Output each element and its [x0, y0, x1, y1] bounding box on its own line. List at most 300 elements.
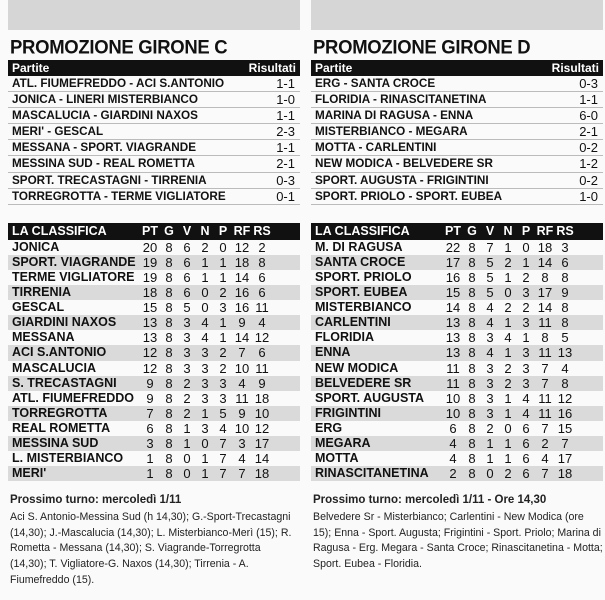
- points: 1: [146, 451, 154, 467]
- match-teams: FLORIDIA - RINASCITANETINA: [315, 93, 487, 107]
- wins: 5: [183, 300, 191, 316]
- losses: 2: [219, 360, 227, 376]
- played: 8: [468, 375, 476, 391]
- match-row: [8, 173, 300, 189]
- standings-row: [311, 345, 603, 360]
- team-name: MOTTA: [315, 451, 359, 466]
- losses: 4: [522, 390, 530, 406]
- team-name: SPORT. VIAGRANDE: [12, 254, 136, 269]
- team-name: CARLENTINI: [315, 315, 391, 330]
- header-band: [8, 0, 300, 30]
- losses: 2: [219, 285, 227, 301]
- goals-against: 6: [258, 269, 266, 285]
- goals-for: 9: [238, 405, 246, 421]
- match-row: [8, 92, 300, 108]
- goals-for: 2: [541, 435, 549, 451]
- team-name: MESSINA SUD: [12, 435, 99, 450]
- col-pt: PT: [445, 223, 461, 238]
- losses: 1: [522, 254, 530, 270]
- played: 8: [165, 405, 173, 421]
- losses: 7: [219, 451, 227, 467]
- goals-for: 11: [538, 345, 552, 361]
- losses: 3: [219, 300, 227, 316]
- points: 13: [142, 315, 158, 331]
- team-name: L. MISTERBIANCO: [12, 451, 124, 466]
- match-teams: MESSINA SUD - REAL ROMETTA: [12, 157, 195, 171]
- goals-against: 4: [258, 315, 266, 331]
- goals-for: 14: [234, 269, 250, 285]
- standings-row: [311, 300, 603, 315]
- matches-list: [8, 76, 300, 205]
- team-name: SPORT. EUBEA: [315, 285, 408, 300]
- draws: 1: [201, 451, 209, 467]
- goals-for: 12: [234, 239, 250, 255]
- played: 8: [165, 420, 173, 436]
- played: 8: [468, 330, 476, 346]
- match-teams: MARINA DI RAGUSA - ENNA: [315, 109, 474, 123]
- points: 17: [445, 254, 461, 270]
- girone-d-title: PROMOZIONE GIRONE D: [313, 35, 531, 58]
- goals-against: 17: [557, 451, 573, 467]
- draws: 2: [504, 375, 512, 391]
- team-name: TIRRENIA: [12, 285, 72, 300]
- draws: 1: [504, 269, 512, 285]
- matches-col-label: Partite: [12, 61, 50, 75]
- goals-for: 14: [234, 330, 250, 346]
- points: 12: [142, 360, 158, 376]
- next-round-title: Prossimo turno: mercoledì 1/11: [10, 494, 182, 507]
- goals-for: 11: [538, 390, 552, 406]
- wins: 3: [183, 345, 191, 361]
- match-teams: MASCALUCIA - GIARDINI NAXOS: [12, 109, 198, 123]
- losses: 4: [219, 420, 227, 436]
- standings-row: [8, 451, 300, 466]
- match-result: 1-0: [276, 92, 295, 108]
- draws: 2: [504, 360, 512, 376]
- match-row: [311, 124, 603, 140]
- goals-for: 11: [235, 390, 249, 406]
- played: 8: [165, 269, 173, 285]
- wins: 4: [486, 315, 494, 331]
- draws: 1: [504, 315, 512, 331]
- goals-for: 16: [234, 300, 250, 316]
- points: 11: [446, 375, 460, 391]
- goals-against: 6: [258, 345, 266, 361]
- next-round: [8, 493, 300, 588]
- played: 8: [468, 254, 476, 270]
- matches-header: [8, 60, 300, 76]
- col-pt: PT: [142, 223, 158, 238]
- wins: 7: [486, 239, 494, 255]
- col-rs: RS: [556, 223, 574, 238]
- draws: 1: [504, 435, 512, 451]
- col-p: P: [521, 223, 531, 238]
- goals-for: 11: [538, 405, 552, 421]
- played: 8: [165, 254, 173, 270]
- standings-row: [8, 255, 300, 270]
- losses: 7: [219, 435, 227, 451]
- draws: 4: [201, 315, 209, 331]
- goals-against: 3: [561, 239, 569, 255]
- team-name: ATL. FIUMEFREDDO: [12, 390, 134, 405]
- match-result: 2-1: [579, 124, 598, 140]
- goals-for: 8: [541, 269, 549, 285]
- played: 8: [165, 300, 173, 316]
- goals-against: 10: [254, 405, 270, 421]
- next-round-fixtures: Aci S. Antonio-Messina Sud (h 14,30); G.-Sport-Trecastagni (14,30); J.-Mascalucia (14,30); L. Misterbianco-Merì (15); R. Rometta - Messana (14,30); S. Viagrande-Torregrotta (14,30); T. Vigliatore-G. Naxos (14,30); Tirrenia - A. Fiumefreddo (15).: [10, 510, 292, 586]
- team-name: TORREGROTTA: [12, 405, 108, 420]
- match-teams: MESSANA - SPORT. VIAGRANDE: [12, 141, 196, 155]
- points: 13: [445, 330, 461, 346]
- losses: 6: [522, 420, 530, 436]
- match-result: 0-2: [579, 140, 598, 156]
- standings-row: [311, 451, 603, 466]
- goals-against: 8: [258, 254, 266, 270]
- standings-row: [311, 421, 603, 436]
- standings-title: LA CLASSIFICA: [12, 223, 107, 238]
- draws: 3: [201, 345, 209, 361]
- points: 11: [446, 360, 460, 376]
- col-v: V: [182, 223, 192, 238]
- wins: 2: [486, 420, 494, 436]
- points: 6: [146, 420, 154, 436]
- wins: 1: [486, 435, 494, 451]
- draws: 0: [504, 420, 512, 436]
- wins: 6: [183, 269, 191, 285]
- played: 8: [165, 375, 173, 391]
- wins: 1: [183, 435, 191, 451]
- draws: 0: [201, 435, 209, 451]
- goals-against: 8: [561, 269, 569, 285]
- goals-against: 17: [254, 435, 270, 451]
- goals-against: 8: [561, 375, 569, 391]
- col-rs: RS: [253, 223, 271, 238]
- match-teams: SPORT. AUGUSTA - FRIGINTINI: [315, 173, 489, 187]
- draws: 1: [201, 405, 209, 421]
- goals-against: 18: [254, 390, 270, 406]
- match-row: [8, 76, 300, 92]
- points: 19: [142, 254, 158, 270]
- losses: 1: [522, 330, 530, 346]
- played: 8: [165, 330, 173, 346]
- played: 8: [468, 451, 476, 467]
- match-row: [311, 108, 603, 124]
- standings-row: [8, 421, 300, 436]
- draws: 2: [504, 300, 512, 316]
- match-result: 1-2: [579, 156, 598, 172]
- col-p: P: [218, 223, 228, 238]
- team-name: ERG: [315, 420, 343, 435]
- match-teams: MISTERBIANCO - MEGARA: [315, 125, 468, 139]
- points: 1: [146, 466, 154, 482]
- standings-row: [311, 391, 603, 406]
- draws: 2: [201, 239, 209, 255]
- standings-row: [311, 240, 603, 255]
- played: 8: [468, 405, 476, 421]
- team-name: FLORIDIA: [315, 330, 375, 345]
- played: 8: [468, 239, 476, 255]
- goals-for: 4: [238, 451, 246, 467]
- goals-against: 11: [255, 300, 269, 316]
- match-teams: MOTTA - CARLENTINI: [315, 141, 437, 155]
- points: 15: [445, 285, 461, 301]
- points: 16: [445, 269, 461, 285]
- match-row: [8, 124, 300, 140]
- match-result: 0-3: [276, 172, 295, 188]
- match-result: 1-1: [276, 140, 295, 156]
- goals-against: 6: [258, 285, 266, 301]
- points: 19: [142, 269, 158, 285]
- standings-row: [8, 240, 300, 255]
- goals-against: 15: [557, 420, 573, 436]
- goals-for: 18: [234, 254, 250, 270]
- goals-for: 7: [541, 466, 549, 482]
- goals-for: 7: [238, 345, 246, 361]
- goals-against: 5: [561, 330, 569, 346]
- standings-row: [8, 406, 300, 421]
- matches-header: [311, 60, 603, 76]
- points: 9: [146, 390, 154, 406]
- points: 6: [449, 420, 457, 436]
- match-result: 0-2: [579, 172, 598, 188]
- wins: 6: [183, 285, 191, 301]
- goals-for: 8: [541, 330, 549, 346]
- losses: 4: [522, 405, 530, 421]
- losses: 3: [522, 345, 530, 361]
- goals-for: 10: [234, 360, 250, 376]
- goals-for: 3: [238, 435, 246, 451]
- standings-row: [8, 270, 300, 285]
- team-name: S. TRECASTAGNI: [12, 375, 117, 390]
- match-row: [8, 156, 300, 172]
- losses: 0: [522, 239, 530, 255]
- points: 13: [445, 315, 461, 331]
- draws: 1: [201, 254, 209, 270]
- standings-row: [8, 361, 300, 376]
- standings-row: [311, 315, 603, 330]
- goals-for: 16: [234, 285, 250, 301]
- points: 13: [142, 330, 158, 346]
- played: 8: [468, 360, 476, 376]
- col-n: N: [503, 223, 513, 238]
- girone-d-panel: [311, 0, 603, 573]
- losses: 1: [219, 254, 227, 270]
- goals-for: 7: [238, 466, 246, 482]
- standings-row: [8, 315, 300, 330]
- team-name: MERI': [12, 466, 47, 481]
- goals-for: 17: [537, 285, 553, 301]
- losses: 1: [219, 315, 227, 331]
- draws: 1: [201, 466, 209, 482]
- team-name: SANTA CROCE: [315, 254, 406, 269]
- wins: 3: [183, 330, 191, 346]
- standings-row: [8, 376, 300, 391]
- standings-row: [8, 466, 300, 481]
- match-teams: MERI' - GESCAL: [12, 125, 104, 139]
- losses: 3: [219, 390, 227, 406]
- match-result: 1-0: [579, 188, 598, 204]
- goals-for: 10: [234, 420, 250, 436]
- match-row: [8, 189, 300, 205]
- standings-row: [311, 406, 603, 421]
- matches-col-label: Partite: [315, 61, 353, 75]
- standings-table: [8, 240, 300, 482]
- wins: 4: [486, 300, 494, 316]
- standings-row: [311, 270, 603, 285]
- goals-for: 7: [541, 375, 549, 391]
- match-result: 1-1: [579, 92, 598, 108]
- team-name: MISTERBIANCO: [315, 300, 412, 315]
- team-name: GIARDINI NAXOS: [12, 315, 117, 330]
- next-round-fixtures: Belvedere Sr - Misterbianco; Carlentini - New Modica (ore 15); Enna - Sport. Augusta; Frigintini - Sport. Priolo; Marina di Ragusa - Erg. Megara - Santa Croce; Rinascitanetina - Motta; Sport. Eubea - Floridia.: [313, 510, 603, 571]
- results-col-label: Risultati: [551, 61, 599, 75]
- goals-for: 11: [538, 315, 552, 331]
- played: 8: [468, 420, 476, 436]
- goals-against: 8: [561, 315, 569, 331]
- col-v: V: [485, 223, 495, 238]
- points: 12: [142, 345, 158, 361]
- team-name: ENNA: [315, 345, 351, 360]
- draws: 1: [504, 239, 512, 255]
- wins: 6: [183, 239, 191, 255]
- losses: 1: [219, 269, 227, 285]
- wins: 2: [183, 390, 191, 406]
- next-round-title: Prossimo turno: mercoledì 1/11 - Ore 14,30: [313, 494, 547, 507]
- standings-title: LA CLASSIFICA: [315, 223, 410, 238]
- team-name: MESSANA: [12, 330, 75, 345]
- played: 8: [468, 390, 476, 406]
- losses: 3: [522, 360, 530, 376]
- played: 8: [468, 269, 476, 285]
- goals-against: 11: [255, 360, 269, 376]
- match-row: [311, 173, 603, 189]
- points: 10: [445, 405, 461, 421]
- losses: 6: [522, 466, 530, 482]
- standings-row: [311, 436, 603, 451]
- match-result: 0-1: [276, 188, 295, 204]
- standings-row: [8, 300, 300, 315]
- match-teams: TORREGROTTA - TERME VIGLIATORE: [12, 189, 226, 203]
- played: 8: [165, 315, 173, 331]
- goals-against: 9: [561, 285, 569, 301]
- col-g: G: [164, 223, 174, 238]
- wins: 3: [183, 360, 191, 376]
- match-teams: ERG - SANTA CROCE: [315, 77, 436, 90]
- wins: 1: [183, 420, 191, 436]
- wins: 5: [486, 285, 494, 301]
- played: 8: [468, 300, 476, 316]
- played: 8: [165, 390, 173, 406]
- losses: 6: [522, 435, 530, 451]
- goals-against: 13: [557, 345, 573, 361]
- standings-row: [311, 466, 603, 481]
- match-result: 0-3: [579, 76, 598, 91]
- draws: 1: [504, 451, 512, 467]
- wins: 0: [183, 466, 191, 482]
- team-name: ACI S.ANTONIO: [12, 345, 107, 360]
- match-row: [311, 140, 603, 156]
- goals-against: 14: [254, 451, 270, 467]
- header-band: [311, 0, 603, 30]
- wins: 3: [486, 360, 494, 376]
- match-row: [311, 156, 603, 172]
- goals-against: 16: [557, 405, 573, 421]
- wins: 3: [486, 375, 494, 391]
- draws: 1: [504, 390, 512, 406]
- points: 7: [146, 405, 154, 421]
- team-name: REAL ROMETTA: [12, 420, 111, 435]
- losses: 3: [522, 285, 530, 301]
- wins: 6: [183, 254, 191, 270]
- played: 8: [165, 239, 173, 255]
- goals-against: 6: [561, 254, 569, 270]
- team-name: FRIGINTINI: [315, 405, 381, 420]
- girone-c-title: PROMOZIONE GIRONE C: [10, 35, 228, 58]
- standings-row: [8, 345, 300, 360]
- goals-for: 14: [537, 254, 553, 270]
- match-result: 2-1: [276, 156, 295, 172]
- team-name: JONICA: [12, 239, 60, 254]
- played: 8: [165, 360, 173, 376]
- next-round: [311, 493, 603, 573]
- played: 8: [165, 466, 173, 482]
- losses: 2: [522, 300, 530, 316]
- points: 22: [445, 239, 461, 255]
- played: 8: [468, 466, 476, 482]
- wins: 4: [486, 345, 494, 361]
- matches-list: [311, 76, 603, 205]
- match-teams: SPORT. TRECASTAGNI - TIRRENIA: [12, 173, 207, 187]
- goals-against: 7: [561, 435, 569, 451]
- points: 3: [146, 435, 154, 451]
- losses: 5: [219, 405, 227, 421]
- goals-for: 7: [541, 420, 549, 436]
- standings-row: [8, 391, 300, 406]
- wins: 2: [183, 375, 191, 391]
- goals-for: 7: [541, 360, 549, 376]
- goals-against: 18: [254, 466, 270, 482]
- goals-for: 14: [537, 300, 553, 316]
- team-name: BELVEDERE SR: [315, 375, 412, 390]
- goals-against: 8: [561, 300, 569, 316]
- draws: 2: [504, 254, 512, 270]
- standings-row: [8, 330, 300, 345]
- played: 8: [165, 285, 173, 301]
- col-n: N: [200, 223, 210, 238]
- draws: 1: [201, 269, 209, 285]
- points: 10: [445, 390, 461, 406]
- points: 15: [142, 300, 158, 316]
- losses: 0: [219, 239, 227, 255]
- wins: 2: [183, 405, 191, 421]
- draws: 3: [201, 360, 209, 376]
- match-teams: ATL. FIUMEFREDDO - ACI S.ANTONIO: [12, 77, 225, 90]
- goals-against: 12: [254, 420, 270, 436]
- wins: 5: [486, 254, 494, 270]
- draws: 4: [504, 330, 512, 346]
- goals-against: 12: [557, 390, 573, 406]
- match-teams: JONICA - LINERI MISTERBIANCO: [12, 93, 198, 107]
- match-row: [8, 108, 300, 124]
- standings-row: [8, 285, 300, 300]
- col-rf: RF: [233, 223, 251, 238]
- team-name: TERME VIGLIATORE: [12, 269, 135, 284]
- team-name: MEGARA: [315, 435, 371, 450]
- team-name: GESCAL: [12, 300, 65, 315]
- standings-row: [311, 361, 603, 376]
- draws: 3: [201, 390, 209, 406]
- draws: 3: [201, 375, 209, 391]
